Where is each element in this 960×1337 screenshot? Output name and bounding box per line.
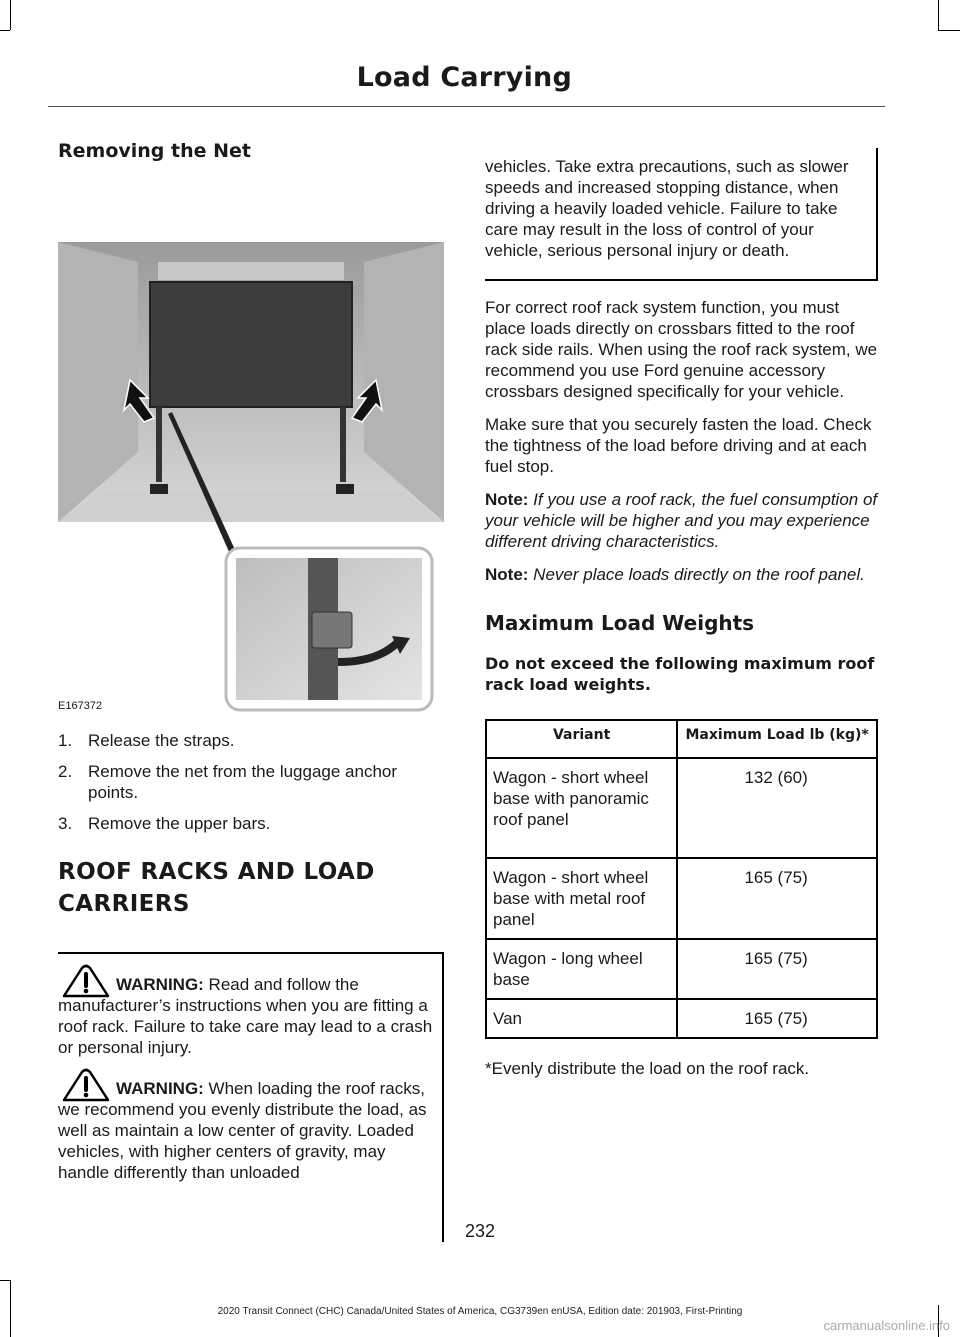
load-weights-table: [487, 719, 876, 1039]
table-row: [487, 939, 876, 999]
page-number: 232: [464, 1221, 496, 1241]
variant-cell: Wagon - long wheel base: [487, 939, 677, 999]
load-cell: 165 (75): [677, 939, 876, 999]
warning-1: WARNING: Read and follow the manufacturer’s instructions when you are fitting a roof rack. Failure to take care may lead to a crash or personal injury.: [58, 974, 434, 1058]
warning-icon: [60, 1068, 112, 1104]
crop-mark: [0, 1280, 10, 1281]
list-item: 3. Remove the upper bars.: [58, 814, 271, 833]
load-table-frame: [485, 719, 878, 1039]
watermark: carmanualsonline.info: [823, 1318, 950, 1333]
crop-mark: [938, 30, 960, 31]
load-cell: 165 (75): [677, 858, 876, 939]
left-column: [58, 140, 444, 1242]
load-cell: 132 (60): [677, 758, 876, 858]
warning-icon: [60, 964, 112, 1000]
table-footnote: *Evenly distribute the load on the roof rack.: [485, 1059, 810, 1078]
cargo-net-image: [58, 192, 444, 712]
paragraph: For correct roof rack system function, you must place loads directly on crossbars fitted to the roof rack side rails. When using the roof rack system, we recommend you use Ford genuine accessory crossbars designed specifically for your vehicle.: [485, 298, 878, 401]
header-rule: [48, 106, 885, 107]
paragraph: Make sure that you securely fasten the load. Check the tightness of the load before driving and at each fuel stop.: [485, 415, 872, 476]
variant-cell: Wagon - short wheel base with metal roof panel: [487, 858, 677, 939]
table-row: [487, 858, 876, 939]
warning-2: WARNING: When loading the roof racks, we recommend you evenly distribute the load, as well as maintain a low center of gravity. Loaded vehicles, with higher centers of gravity, may handle differently than unloaded: [58, 1078, 434, 1183]
warning-box-continued: [485, 148, 878, 281]
crop-mark: [0, 30, 10, 31]
table-header-row: [487, 720, 876, 758]
figure-code: E167372: [58, 700, 103, 712]
page-header-title: Load Carrying: [356, 62, 572, 93]
crop-mark: [938, 0, 939, 30]
list-item: 1. Release the straps.: [58, 731, 235, 750]
right-column: [485, 148, 880, 1096]
load-cell: 165 (75): [677, 999, 876, 1038]
page-footer: 2020 Transit Connect (CHC) Canada/United States of America, CG3739en enUSA, Edition date: 201903, First-Printing: [217, 1306, 743, 1317]
note: Note: Never place loads directly on the roof panel.: [485, 565, 865, 584]
warning-2-continued: vehicles. Take extra precautions, such as slower speeds and increased stopping distance, when driving a heavily loaded vehicle. Failure to take care may result in the loss of control of your vehicle, serious personal injury or death.: [485, 157, 849, 260]
steps-list: [58, 730, 444, 834]
section-title: Removing the Net: [58, 140, 251, 162]
warning-box: [58, 952, 444, 1242]
list-item: 2. Remove the net from the luggage anchor points.: [58, 762, 398, 802]
column-header: Variant: [487, 720, 677, 758]
subheading: Maximum Load Weights: [485, 611, 755, 635]
table-intro: Do not exceed the following maximum roof rack load weights.: [485, 654, 875, 694]
variant-cell: Wagon - short wheel base with panoramic roof panel: [487, 758, 677, 858]
cargo-net-illustration: [58, 192, 444, 712]
column-header: Maximum Load lb (kg)*: [677, 720, 876, 758]
table-row: [487, 999, 876, 1038]
crop-mark: [10, 0, 11, 30]
table-row: [487, 758, 876, 858]
note: Note: If you use a roof rack, the fuel consumption of your vehicle will be higher and you may experience different driving characteristics.: [485, 490, 878, 551]
variant-cell: Van: [487, 999, 677, 1038]
section-heading: ROOF RACKS AND LOAD CARRIERS: [58, 859, 375, 917]
